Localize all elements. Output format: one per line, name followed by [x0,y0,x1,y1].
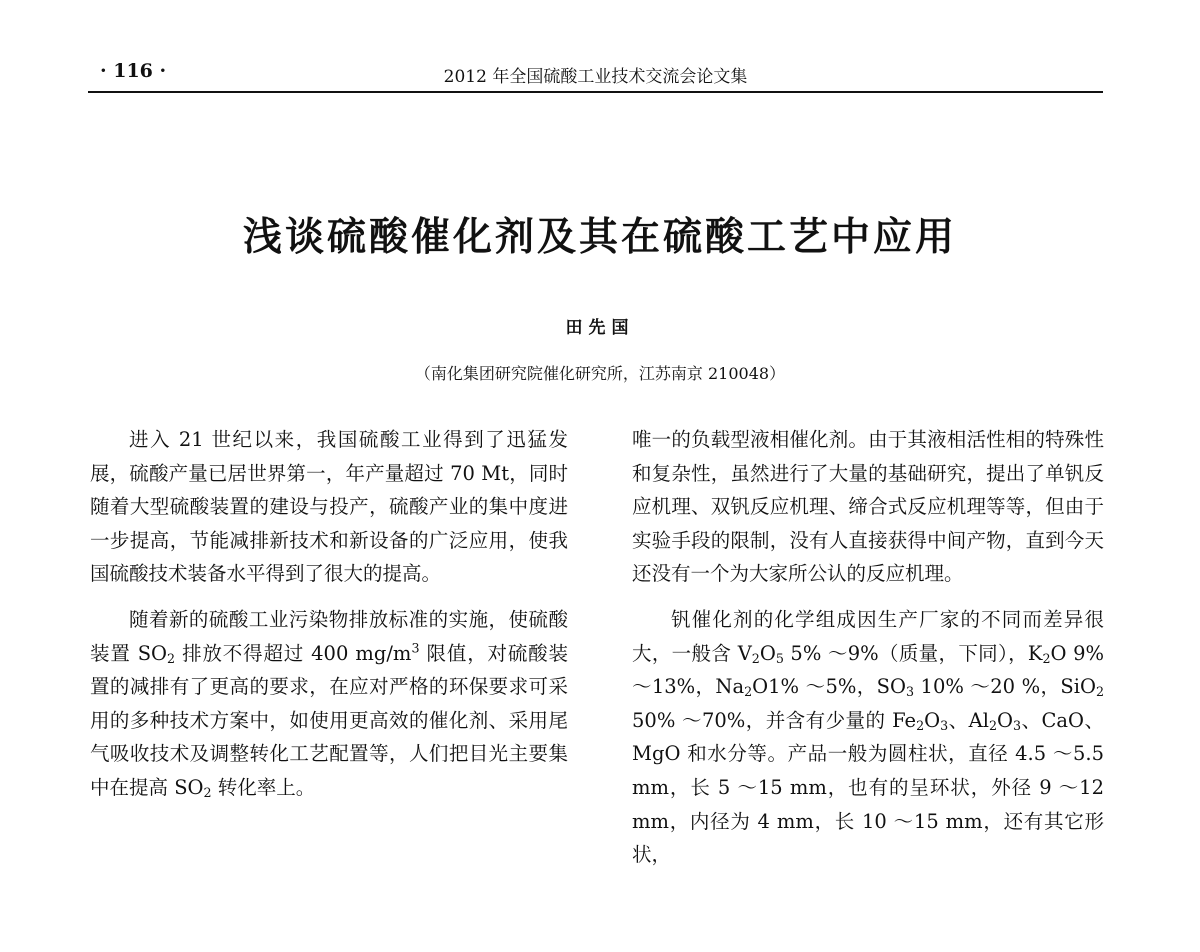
paragraph-reaction-mechanism: 唯一的负载型液相催化剂。由于其液相活性相的特殊性和复杂性，虽然进行了大量的基础研究，提出了单钒反应机理、双钒反应机理、缔合式反应机理等等，但由于实验手段的限制，没有人直接获得中间产物，直到今天还没有一个为大家所公认的反应机理。 [632,428,1104,586]
left-column [90,423,568,805]
paragraph-catalyst-composition: 钒催化剂的化学组成因生产厂家的不同而差异很大，一般含 $V_2O_5$ 5% ～9%（质量，下同），$K_2O$ 9% ～13%，$Na_2O1\%$ ～5%，$SO_3$ 10% ～20 %，SiO$_2$ 50% ～70%，并含有少量的 $Fe_2O_3$、$Al_2O_3$、CaO、MgO 和水分等。产品一般为圆柱状，直径 4.5 ～5.5 mm，长 5 ～15 mm，也有的呈环状，外径 9 ～12 mm，内径为 4 mm，长 10 ～15 mm，还有其它形状， [632,607,1105,867]
paragraph-emission-standard: 随着新的硫酸工业污染物排放标准的实施，使硫酸装置 $SO_2$ 排放不得超过 400 $mg/m^3$ 限值，对硫酸装置的减排有了更高的要求，在应对严格的环保要求可采用的多种技术方案中，如使用更高效的催化剂、采用尾气吸收技术及调整转化工艺配置等，人们把目光主要集中在提高 $SO_2$ 转化率上。 [90,607,569,801]
page-number: · 116 · [100,60,167,82]
paragraph-intro: 进入 21 世纪以来，我国硫酸工业得到了迅猛发展，硫酸产量已居世界第一，年产量超过 70 Mt，同时随着大型硫酸装置的建设与投产，硫酸产业的集中度进一步提高，节能减排新技术和新设备的广泛应用，使我国硫酸技术装备水平得到了很大的提高。 [90,428,568,586]
author-affiliation: （南化集团研究院催化研究所，江苏南京 210048） [414,364,786,383]
running-header [88,58,1103,88]
article-title: 浅谈硫酸催化剂及其在硫酸工艺中应用 [242,215,957,260]
right-column [632,423,1104,872]
journal-title: 2012 年全国硫酸工业技术交流会论文集 [443,67,748,87]
header-rule [88,91,1103,93]
author-name: 田先国 [565,318,635,338]
